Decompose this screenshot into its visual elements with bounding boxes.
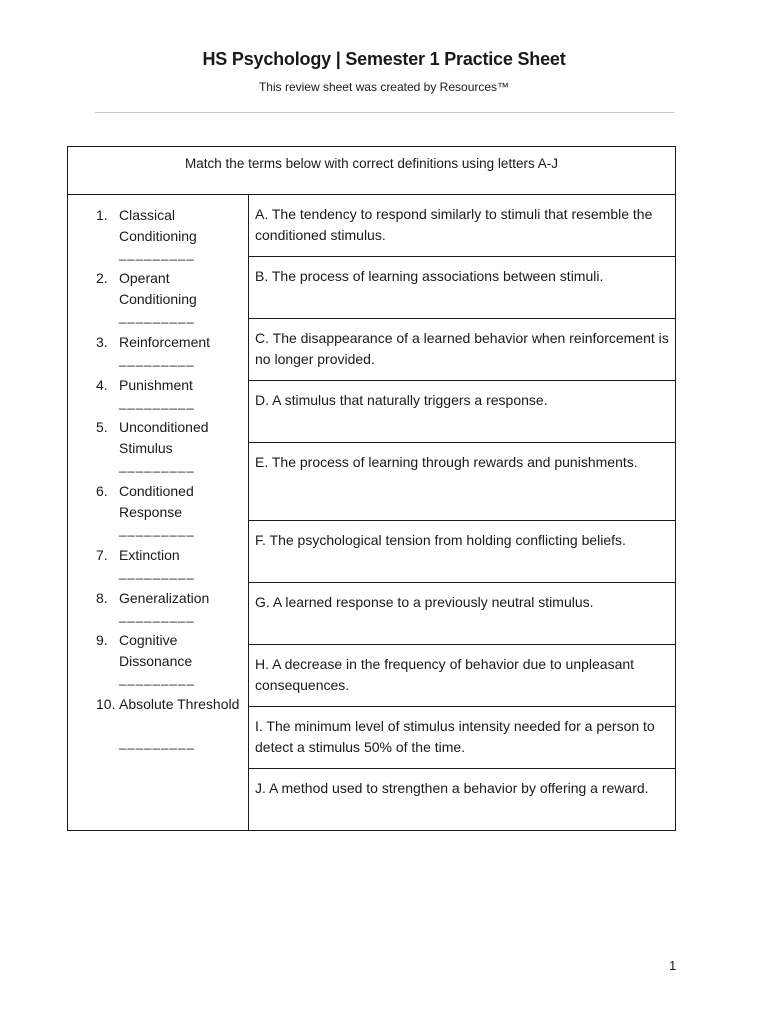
definition-cell: E. The process of learning through rewards and punishments.	[249, 443, 675, 521]
answer-blank[interactable]: _________	[119, 522, 195, 537]
answer-blank[interactable]: _________	[119, 309, 195, 324]
term-label: Cognitive Dissonance	[119, 632, 193, 669]
term-label: Generalization	[119, 590, 210, 606]
definition-cell: H. A decrease in the frequency of behavior due to unpleasant consequences.	[249, 645, 675, 707]
answer-blank[interactable]: _________	[119, 395, 195, 410]
term-number: 2.	[96, 270, 108, 286]
term-number: 8.	[96, 590, 108, 606]
term-label: Punishment	[119, 377, 193, 393]
term-label: Operant Conditioning	[119, 270, 197, 307]
term-label: Unconditioned Stimulus	[119, 419, 209, 456]
term-number: 5.	[96, 419, 108, 435]
page-title: HS Psychology | Semester 1 Practice Sheet	[202, 49, 566, 69]
term-number: 6.	[96, 483, 108, 499]
term-number: 1.	[96, 207, 108, 223]
definition-cell: J. A method used to strengthen a behavior by offering a reward.	[255, 780, 649, 796]
term-label: Absolute Threshold	[119, 696, 240, 712]
matching-table	[67, 146, 676, 831]
answer-blank[interactable]: _________	[119, 352, 195, 367]
answer-blank[interactable]: _________	[119, 671, 195, 686]
answer-blank[interactable]: _________	[119, 608, 195, 623]
definition-cell: D. A stimulus that naturally triggers a response.	[249, 381, 675, 443]
answer-blank[interactable]: _________	[119, 246, 195, 261]
answer-blank[interactable]: _________	[119, 735, 195, 750]
answer-blank[interactable]: _________	[119, 458, 195, 473]
term-number: 3.	[96, 334, 108, 350]
term-number: 9.	[96, 632, 108, 648]
answer-blank[interactable]: _________	[119, 565, 195, 580]
term-label: Reinforcement	[119, 334, 211, 350]
header-divider	[95, 112, 674, 113]
definition-cell: A. The tendency to respond similarly to stimuli that resemble the conditioned stimulus.	[249, 195, 675, 257]
page-subtitle: This review sheet was created by Resources™	[258, 80, 510, 94]
definition-cell: I. The minimum level of stimulus intensity needed for a person to detect a stimulus 50% of the time.	[249, 707, 675, 769]
term-number: 4.	[96, 377, 108, 393]
definition-cell: F. The psychological tension from holding conflicting beliefs.	[249, 521, 675, 583]
term-number: 10.	[96, 696, 116, 712]
page-number: 1	[669, 958, 677, 973]
instructions-row: Match the terms below with correct definitions using letters A-J	[68, 147, 675, 195]
term-label: Extinction	[119, 547, 180, 563]
term-label: Conditioned Response	[119, 483, 194, 520]
term-number: 7.	[96, 547, 108, 563]
definition-cell: C. The disappearance of a learned behavior when reinforcement is no longer provided.	[249, 319, 675, 381]
term-label: Classical Conditioning	[119, 207, 197, 244]
definition-cell: B. The process of learning associations between stimuli.	[249, 257, 675, 319]
definition-cell: G. A learned response to a previously neutral stimulus.	[249, 583, 675, 645]
